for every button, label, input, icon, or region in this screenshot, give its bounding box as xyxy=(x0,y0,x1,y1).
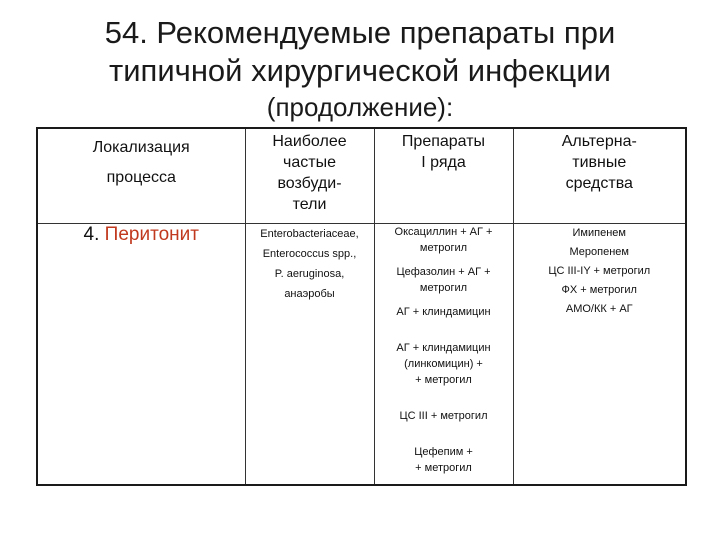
header-first-line-line: I ряда xyxy=(421,154,466,171)
regimen-line: метрогил xyxy=(419,242,468,254)
header-localization xyxy=(37,128,245,224)
header-alternative xyxy=(513,128,686,224)
header-row xyxy=(37,128,686,224)
regimen-group xyxy=(375,224,513,256)
alternative-item: Имипенем xyxy=(572,227,626,239)
regimen-line: Цефазолин + АГ + xyxy=(396,266,491,278)
row-localization-name: Перитонит xyxy=(104,224,199,245)
regimen-line: Цефепим + xyxy=(414,446,473,458)
alternative-item: АМО/КК + АГ xyxy=(565,303,633,315)
pathogen-item: Enterobacteriaceae, xyxy=(260,228,359,240)
regimen-group xyxy=(375,340,513,388)
regimen-group xyxy=(375,264,513,296)
alternative-item: ЦС III-IY + метрогил xyxy=(548,265,651,277)
title-line-2: типичной хирургической инфекции xyxy=(109,53,611,88)
antibiotics-table xyxy=(36,127,687,486)
regimen-group xyxy=(375,304,513,320)
regimen-line: ЦС III + метрогил xyxy=(399,410,488,422)
first-line-cell xyxy=(374,224,513,486)
regimen-line: метрогил xyxy=(419,282,468,294)
header-alternative-line: Альтерна- xyxy=(561,133,637,150)
alternative-item: ФХ + метрогил xyxy=(561,284,637,296)
regimen-line: АГ + клиндамицин xyxy=(396,306,491,318)
regimen-line: Оксациллин + АГ + xyxy=(394,226,493,238)
header-alternative-line: средства xyxy=(565,175,633,192)
header-pathogens-line: Наиболее xyxy=(272,133,347,150)
header-pathogens-line: тели xyxy=(292,196,327,213)
title-line-1: 54. Рекомендуемые препараты при xyxy=(104,15,616,50)
slide-title xyxy=(0,14,720,124)
header-localization-line: Локализация xyxy=(92,139,190,156)
header-pathogens-line: частые xyxy=(283,154,336,171)
regimen-line: + метрогил xyxy=(415,462,472,474)
table-row xyxy=(37,224,686,486)
localization-cell xyxy=(37,224,245,486)
header-pathogens xyxy=(245,128,374,224)
regimen-line: АГ + клиндамицин xyxy=(396,342,491,354)
alternative-item: Меропенем xyxy=(569,246,629,258)
title-line-3: (продолжение): xyxy=(266,92,454,122)
header-alternative-line: тивные xyxy=(572,154,627,171)
alternative-cell xyxy=(513,224,686,486)
pathogen-item: P. aeruginosa, xyxy=(274,268,345,280)
regimen-group xyxy=(375,444,513,476)
pathogen-item: анаэробы xyxy=(284,288,335,300)
regimen-line: (линкомицин) + xyxy=(404,358,483,370)
header-pathogens-line: возбуди- xyxy=(277,175,342,192)
pathogen-item: Enterococcus spp., xyxy=(262,248,357,260)
header-first-line-line: Препараты xyxy=(401,133,486,150)
header-localization-line: процесса xyxy=(106,169,176,186)
row-number: 4. xyxy=(83,224,100,245)
regimen-line: + метрогил xyxy=(415,374,472,386)
regimen-group xyxy=(375,408,513,424)
header-first-line xyxy=(374,128,513,224)
pathogens-cell xyxy=(245,224,374,486)
